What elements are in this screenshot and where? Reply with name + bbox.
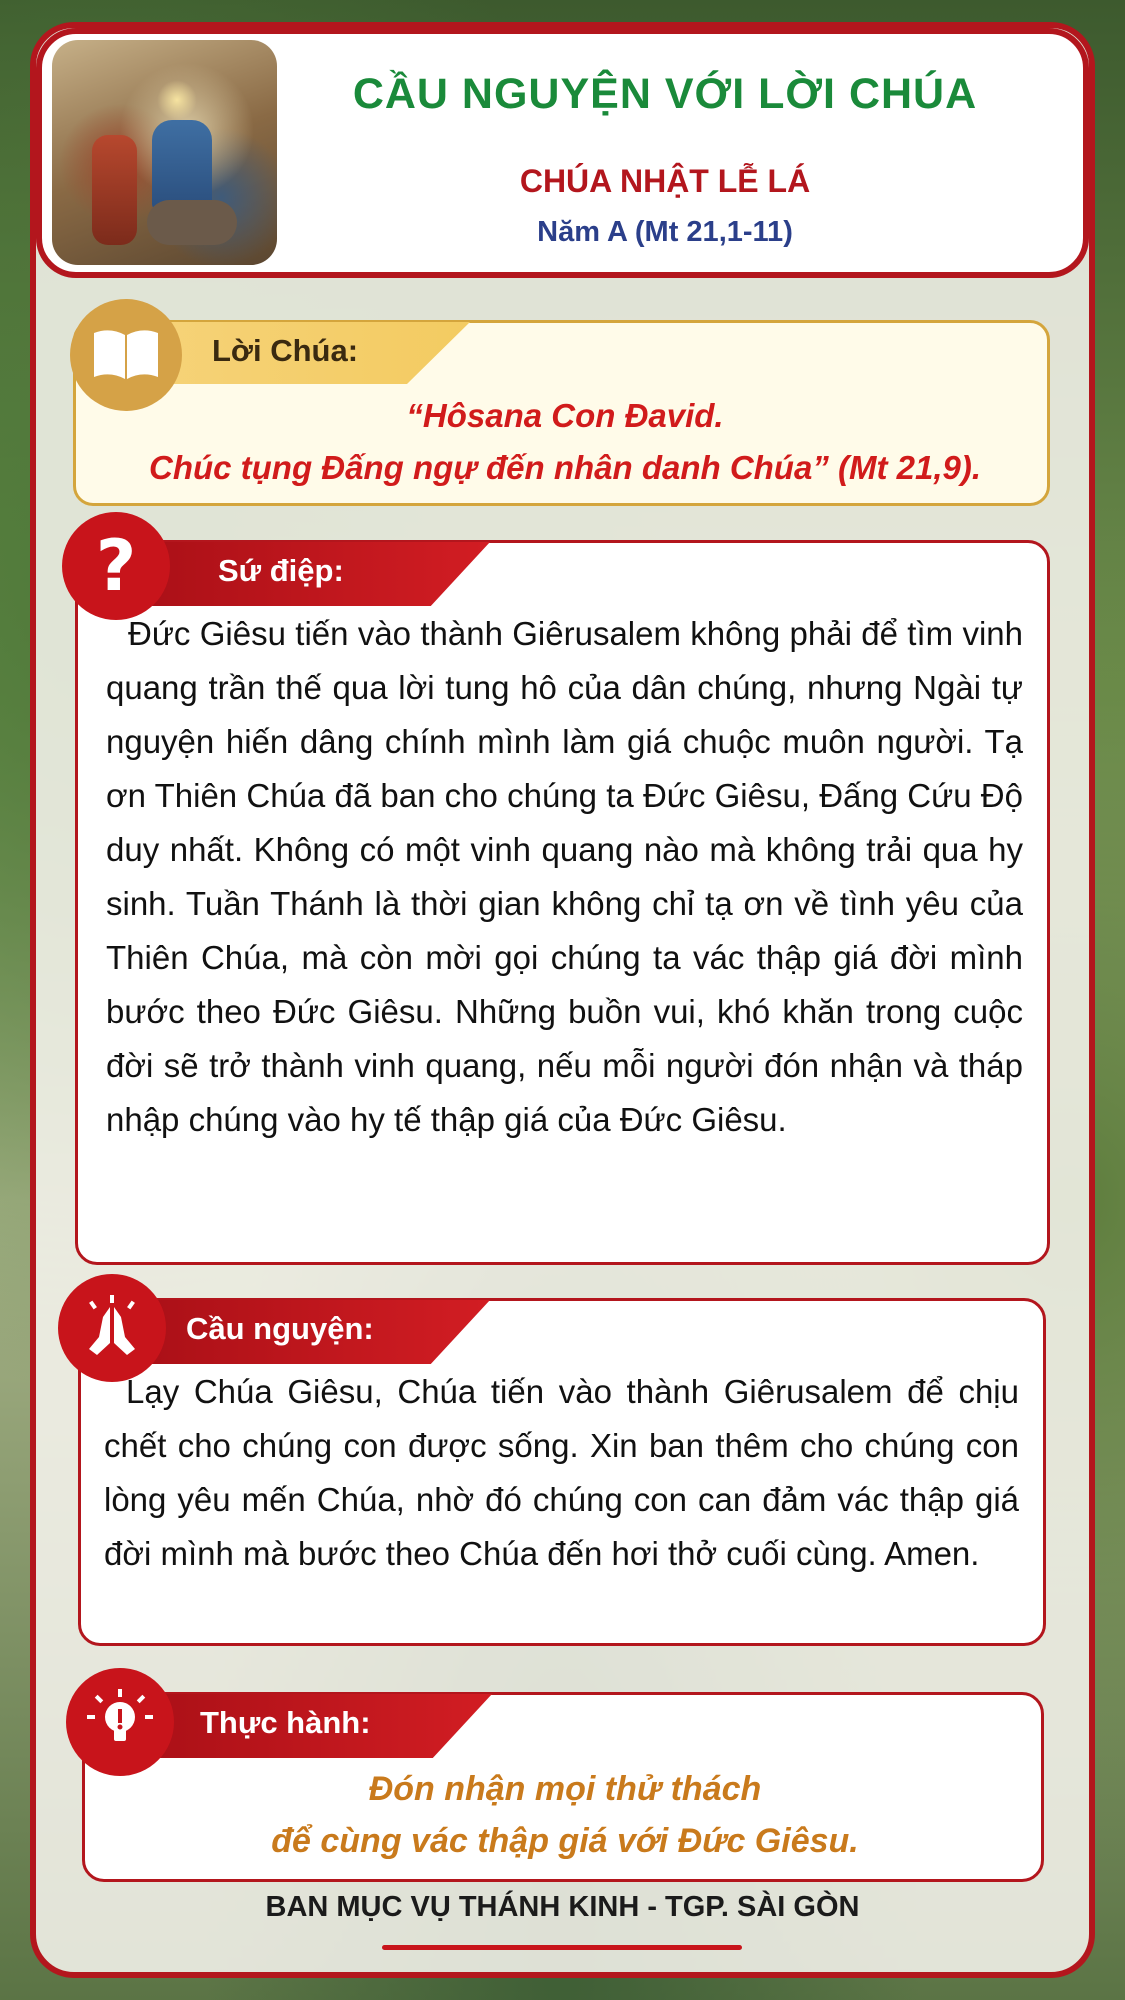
page-subtitle: CHÚA NHẬT LỄ LÁ [519, 163, 811, 199]
practice-line2: để cùng vác thập giá với Đức Giêsu. [271, 1822, 859, 1860]
prayer-label: Cầu nguyện: [186, 1311, 374, 1346]
message-text: Đức Giêsu tiến vào thành Giêrusalem không phải để tìm vinh quang trần thế qua lời tung hô của dân chúng, nhưng Ngài tự nguyện hiến dâng chính mình làm giá chuộc muôn người. Tạ ơn Thiên Chúa đã ban cho chúng ta Đức Giêsu, Đấng Cứu Độ duy nhất. Không có một vinh quang nào mà không trải qua hy sinh. Tuần Thánh là thời gian không chỉ tạ ơn về tình yêu của Thiên Chúa, mà còn mời gọi chúng ta vác thập giá đời mình bước theo Đức Giêsu. Những buồn vui, khó khăn trong cuộc đời sẽ trở thành vinh quang, nếu mỗi người đón nhận và tháp nhập chúng vào hy tế thập giá của Đức Giêsu. [106, 615, 1023, 1138]
word-of-god-label: Lời Chúa: [212, 333, 359, 368]
question-icon: ? [62, 512, 170, 620]
scripture-quote [90, 390, 1040, 494]
practice-line1: Đón nhận mọi thử thách [368, 1770, 762, 1808]
scripture-quote-line1: “Hôsana Con Đavid. [406, 397, 724, 434]
footer-credit: BAN MỤC VỤ THÁNH KINH - TGP. SÀI GÒN [265, 1891, 860, 1923]
prayer-text: Lạy Chúa Giêsu, Chúa tiến vào thành Giêrusalem để chịu chết cho chúng con được sống. Xin ban thêm cho chúng con lòng yêu mến Chúa, nhờ đó chúng con can đảm vác thập giá đời mình mà bước theo Chúa đến hơi thở cuối cùng. Amen. [104, 1373, 1019, 1572]
page-title: CẦU NGUYỆN VỚI LỜI CHÚA [352, 70, 978, 118]
practice-text [90, 1763, 1040, 1867]
scripture-quote-line2: Chúc tụng Đấng ngự đến nhân danh Chúa” (Mt 21,9). [148, 449, 982, 486]
palm-sunday-painting [52, 40, 277, 265]
lightbulb-icon [66, 1668, 174, 1776]
message-label: Sứ điệp: [218, 553, 344, 588]
practice-label: Thực hành: [200, 1705, 371, 1740]
liturgical-year: Năm A (Mt 21,1-11) [537, 216, 793, 248]
footer-divider [382, 1945, 742, 1950]
